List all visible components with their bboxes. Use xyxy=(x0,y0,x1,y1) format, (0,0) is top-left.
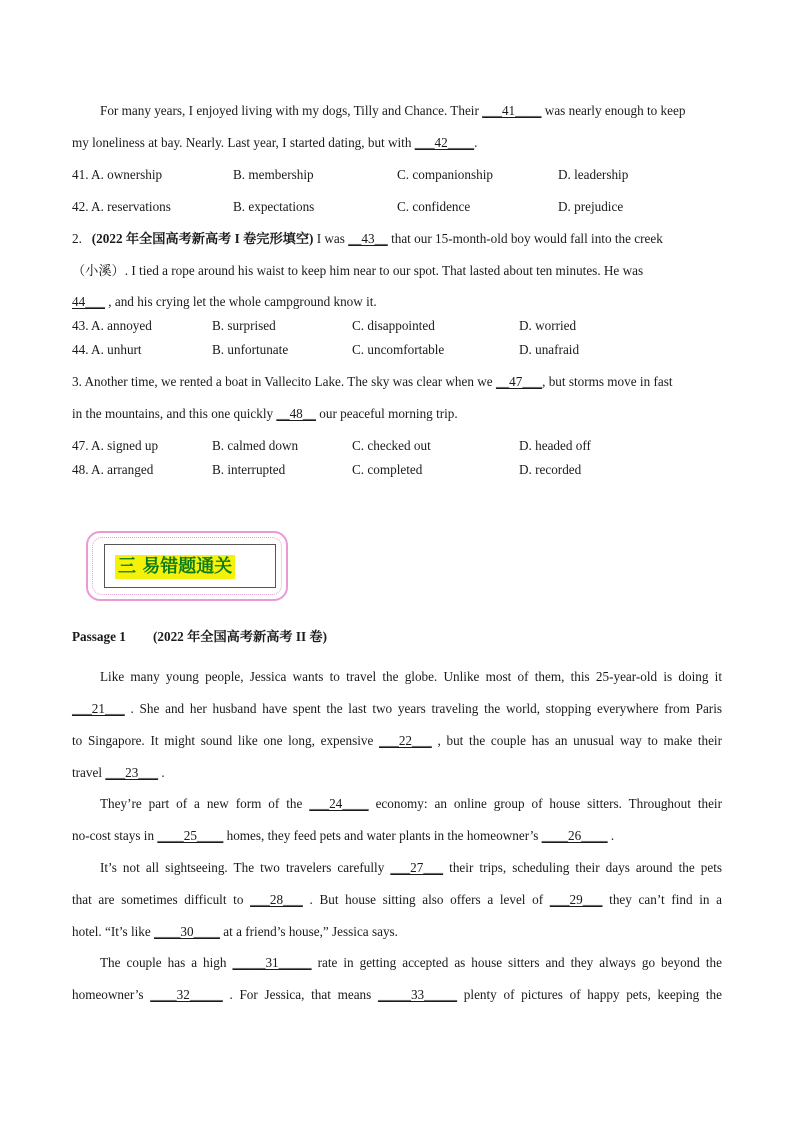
passage-text: they can’t find in a xyxy=(602,892,722,907)
passage-blank[interactable]: ____25____ xyxy=(157,828,224,843)
section2-source: (2022 年全国高考新高考 I 卷完形填空) xyxy=(91,231,314,246)
passage-line xyxy=(72,923,398,941)
section2-line3: 44___ , and his crying let the whole campground know it. xyxy=(72,294,377,309)
blank-48[interactable]: __48__ xyxy=(276,406,316,421)
passage-text: They’re part of a new form of the xyxy=(100,796,310,811)
blank-41[interactable]: ___41____ xyxy=(482,103,542,118)
passage-text: The couple has a high xyxy=(100,955,233,970)
passage-text: rate in getting accepted as house sitters and they always go beyond the xyxy=(311,955,722,970)
passage-line xyxy=(72,986,722,1004)
passage-line xyxy=(100,668,722,686)
passage-blank[interactable]: ___27___ xyxy=(390,860,444,875)
option-48d[interactable]: D. recorded xyxy=(519,462,582,477)
option-47b[interactable]: B. calmed down xyxy=(212,438,299,453)
section2-line1: 2. (2022 年全国高考新高考 I 卷完形填空) I was __43__ that our 15-month-old boy would fall into the creek xyxy=(72,231,663,246)
passage-text: hotel. “It’s like xyxy=(72,924,155,939)
passage-blank[interactable]: ___24____ xyxy=(309,796,369,811)
section2-line2: （小溪）. I tied a rope around his waist to keep him near to our spot. That lasted about ten minutes. He was xyxy=(72,263,644,278)
passage-line xyxy=(72,700,722,718)
option-42b[interactable]: B. expectations xyxy=(233,199,315,214)
passage-text: travel xyxy=(72,765,106,780)
passage-label: Passage 1 xyxy=(72,629,126,644)
passage-blank[interactable]: ___21___ xyxy=(72,701,125,716)
option-41a[interactable]: 41. A. ownership xyxy=(72,167,163,182)
passage-source: (2022 年全国高考新高考 II 卷) xyxy=(153,629,327,644)
passage-text: no-cost stays in xyxy=(72,828,158,843)
section-banner xyxy=(86,531,288,601)
option-48c[interactable]: C. completed xyxy=(352,462,423,477)
passage-text: . For Jessica, that means xyxy=(222,987,378,1002)
passage-text: Like many young people, Jessica wants to travel the globe. Unlike most of them, this 25-year-old is doing it xyxy=(100,669,722,684)
option-47d[interactable]: D. headed off xyxy=(519,438,591,453)
option-43c[interactable]: C. disappointed xyxy=(352,318,435,333)
option-48a[interactable]: 48. A. arranged xyxy=(72,462,154,477)
passage-text: to Singapore. It might sound like one long, expensive xyxy=(72,733,380,748)
option-44a[interactable]: 44. A. unhurt xyxy=(72,342,142,357)
option-44d[interactable]: D. unafraid xyxy=(519,342,580,357)
blank-43[interactable]: __43__ xyxy=(348,231,388,246)
option-47a[interactable]: 47. A. signed up xyxy=(72,438,159,453)
blank-47[interactable]: __47___ xyxy=(495,374,543,389)
passage-blank[interactable]: ___22___ xyxy=(379,733,432,748)
passage-blank[interactable]: ___28___ xyxy=(250,892,303,907)
option-44b[interactable]: B. unfortunate xyxy=(212,342,289,357)
passage-text: at a friend’s house,” Jessica says. xyxy=(219,924,398,939)
passage-line xyxy=(72,764,165,782)
section3-line2: in the mountains, and this one quickly __48__ our peaceful morning trip. xyxy=(72,406,458,421)
passage-text: . xyxy=(607,828,615,843)
passage-blank[interactable]: ___29___ xyxy=(549,892,603,907)
passage-text: homeowner’s xyxy=(72,987,151,1002)
passage-line xyxy=(72,891,722,909)
blank-44[interactable]: 44___ xyxy=(72,294,105,309)
passage-text: . xyxy=(158,765,165,780)
banner-title: 三 易错题通关 xyxy=(115,555,235,579)
passage-text: that are sometimes difficult to xyxy=(72,892,251,907)
passage-text: economy: an online group of house sitters. Throughout their xyxy=(368,796,722,811)
option-44c[interactable]: C. uncomfortable xyxy=(352,342,445,357)
passage-blank[interactable]: ____32_____ xyxy=(150,987,223,1002)
passage-text: their trips, scheduling their days around the pets xyxy=(443,860,722,875)
passage-text: plenty of pictures of happy pets, keeping the xyxy=(457,987,723,1002)
passage-line xyxy=(100,954,722,972)
passage-text: It’s not all sightseeing. The two travelers carefully xyxy=(100,860,391,875)
option-47c[interactable]: C. checked out xyxy=(352,438,431,453)
option-43b[interactable]: B. surprised xyxy=(212,318,276,333)
option-42d[interactable]: D. prejudice xyxy=(558,199,624,214)
option-41d[interactable]: D. leadership xyxy=(558,167,629,182)
passage-line xyxy=(100,859,722,877)
passage-blank[interactable]: _____33_____ xyxy=(377,987,458,1002)
passage-line xyxy=(100,795,722,813)
passage-text: . But house sitting also offers a level of xyxy=(302,892,550,907)
passage-line xyxy=(72,732,722,750)
passage-blank[interactable]: ____30____ xyxy=(154,924,220,939)
option-48b[interactable]: B. interrupted xyxy=(212,462,286,477)
blank-42[interactable]: ___42____ xyxy=(414,135,475,150)
section1-line2: my loneliness at bay. Nearly. Last year, I started dating, but with ___42____. xyxy=(72,135,478,150)
option-41b[interactable]: B. membership xyxy=(233,167,314,182)
banner-box xyxy=(104,544,276,588)
passage-blank[interactable]: ____26____ xyxy=(541,828,608,843)
option-42a[interactable]: 42. A. reservations xyxy=(72,199,171,214)
passage-blank[interactable]: ___23___ xyxy=(105,765,159,780)
option-42c[interactable]: C. confidence xyxy=(397,199,471,214)
passage-text: homes, they feed pets and water plants in the homeowner’s xyxy=(223,828,542,843)
section3-line1: 3. Another time, we rented a boat in Vallecito Lake. The sky was clear when we __47___, but storms move in fast xyxy=(72,374,673,389)
option-41c[interactable]: C. companionship xyxy=(397,167,493,182)
passage-line xyxy=(72,827,614,845)
passage-text: . She and her husband have spent the last two years traveling the world, stopping everywhere from Paris xyxy=(124,701,722,716)
passage-text: , but the couple has an unusual way to make their xyxy=(431,733,722,748)
option-43a[interactable]: 43. A. annoyed xyxy=(72,318,152,333)
section1-line1: For many years, I enjoyed living with my dogs, Tilly and Chance. Their ___41____ was nearly enough to keep xyxy=(100,103,686,118)
passage-blank[interactable]: _____31_____ xyxy=(232,955,312,970)
option-43d[interactable]: D. worried xyxy=(519,318,577,333)
